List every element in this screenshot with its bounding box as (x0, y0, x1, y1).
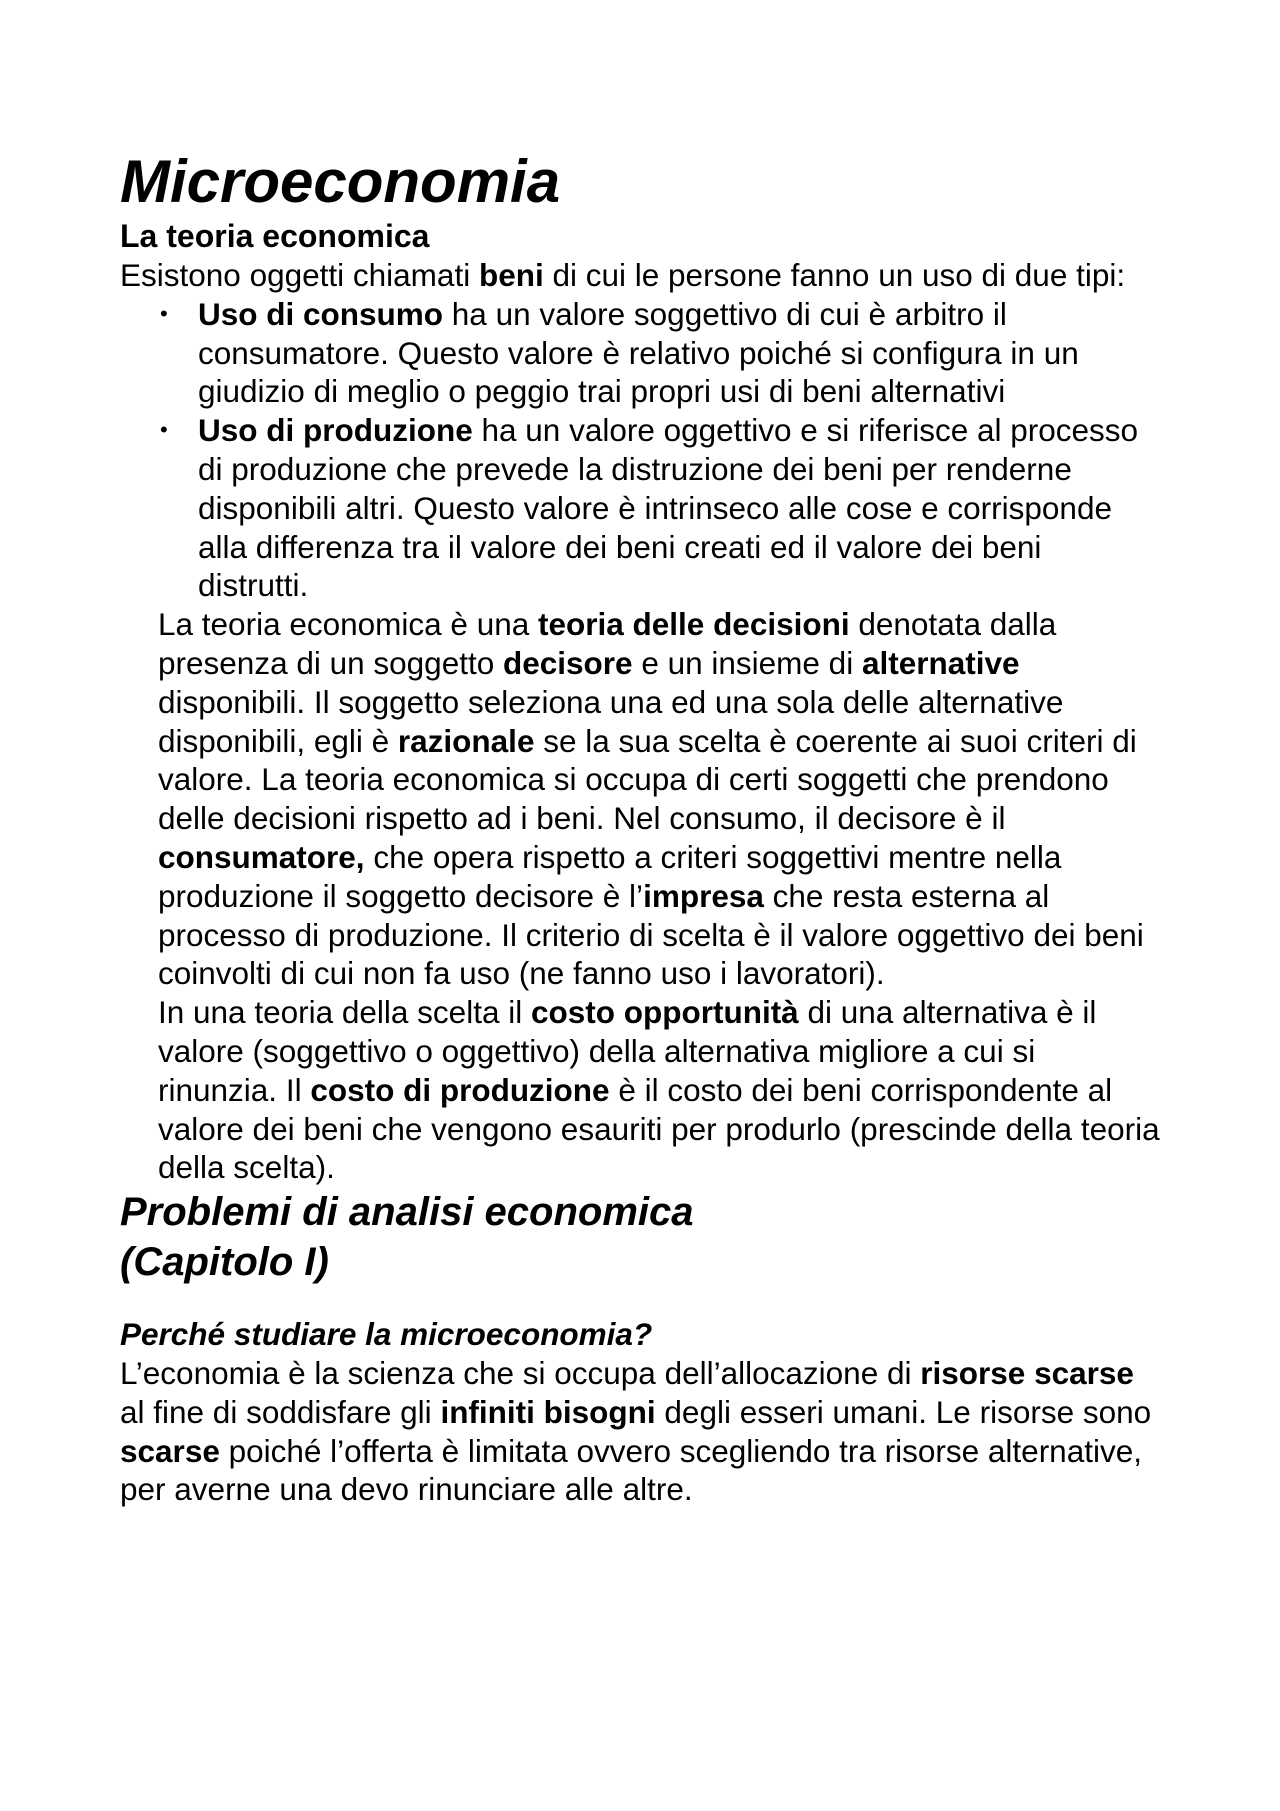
para-bold: alternative (861, 644, 1020, 681)
list-item-bold: Uso di consumo (198, 295, 444, 332)
question-heading: Perché studiare la microeconomia? (120, 1316, 653, 1353)
section-heading-line1: Problemi di analisi economica (120, 1190, 694, 1235)
list-item (120, 411, 1160, 605)
intro-paragraph (120, 256, 1160, 295)
para-bold: scarse (120, 1432, 220, 1469)
para-bold: decisore (503, 644, 633, 681)
opportunity-cost-paragraph (120, 993, 1160, 1187)
decision-theory-paragraph (120, 605, 1160, 993)
para-text: La teoria economica è una (158, 606, 538, 643)
para-text: denotata dalla presenza di un soggetto (158, 606, 1057, 681)
para-text: L’economia è la scienza che si occupa dell’allocazione di (120, 1354, 921, 1391)
para-bold: impresa (643, 877, 764, 914)
para-bold: risorse scarse (920, 1354, 1134, 1391)
list-item-text: ha un valore soggettivo di cui è arbitro il consumatore. Questo valore è relativo poiché si configura in un giudizio di meglio o peggio trai propri usi di beni alternativi (198, 295, 1079, 410)
intro-bold: beni (478, 257, 544, 293)
bullet-icon: • (160, 417, 168, 443)
list-item (120, 295, 1160, 411)
para-bold: costo di produzione (310, 1071, 610, 1108)
para-bold: costo opportunità (530, 994, 799, 1031)
intro-text-after: di cui le persone fanno un uso di due tipi: (543, 257, 1126, 293)
intro-text: Esistono oggetti chiamati (120, 257, 479, 293)
section-heading-line2: (Capitolo I) (120, 1240, 329, 1285)
para-text: In una teoria della scelta il (158, 994, 531, 1031)
usage-list (120, 295, 1160, 605)
para-bold: consumatore, (158, 838, 365, 875)
para-text: che opera rispetto a criteri soggettivi mentre nella produzione il soggetto decisore è l’ (158, 838, 1062, 914)
para-text: se la sua scelta è coerente ai suoi criteri di valore. La teoria economica si occupa di certi soggetti che prendono delle decisioni rispetto ad i beni. Nel consumo, il decisore è il (158, 722, 1137, 837)
section-heading (120, 1187, 1160, 1287)
para-bold: razionale (397, 722, 535, 759)
para-text: di una alternativa è il valore (soggettivo o oggettivo) della alternativa migliore a cui si rinunzia. Il (158, 994, 1097, 1108)
list-item-bold: Uso di produzione (198, 412, 473, 449)
bullet-icon: • (160, 300, 168, 326)
economics-definition-paragraph (120, 1354, 1160, 1509)
section-subtitle: La teoria economica (120, 218, 430, 254)
page-title: Microeconomia (120, 148, 561, 215)
para-text: che resta esterna al processo di produzione. Il criterio di scelta è il valore oggettivo dei beni coinvolti di cui non fa uso (ne fanno uso i lavoratori). (158, 877, 1144, 992)
para-text: è il costo dei beni corrispondente al valore dei beni che vengono esauriti per produrlo (prescinde della teoria della scelta). (158, 1071, 1160, 1186)
para-bold: infiniti bisogni (440, 1393, 656, 1430)
para-text: al fine di soddisfare gli (120, 1393, 441, 1430)
para-text: disponibili. Il soggetto seleziona una ed una sola delle alternative disponibili, egli è (158, 683, 1064, 759)
para-text: poiché l’offerta è limitata ovvero scegliendo tra risorse alternative, per averne una devo rinunciare alle altre. (120, 1432, 1142, 1508)
list-item-text: ha un valore oggettivo e si riferisce al processo di produzione che prevede la distruzione dei beni per renderne disponibili altri. Questo valore è intrinseco alle cose e corrisponde alla differenza tra il valore dei beni creati ed il valore dei beni distrutti. (198, 412, 1139, 604)
para-text: degli esseri umani. Le risorse sono (655, 1393, 1152, 1430)
para-bold: teoria delle decisioni (538, 606, 850, 643)
para-text: e un insieme di (632, 644, 862, 681)
